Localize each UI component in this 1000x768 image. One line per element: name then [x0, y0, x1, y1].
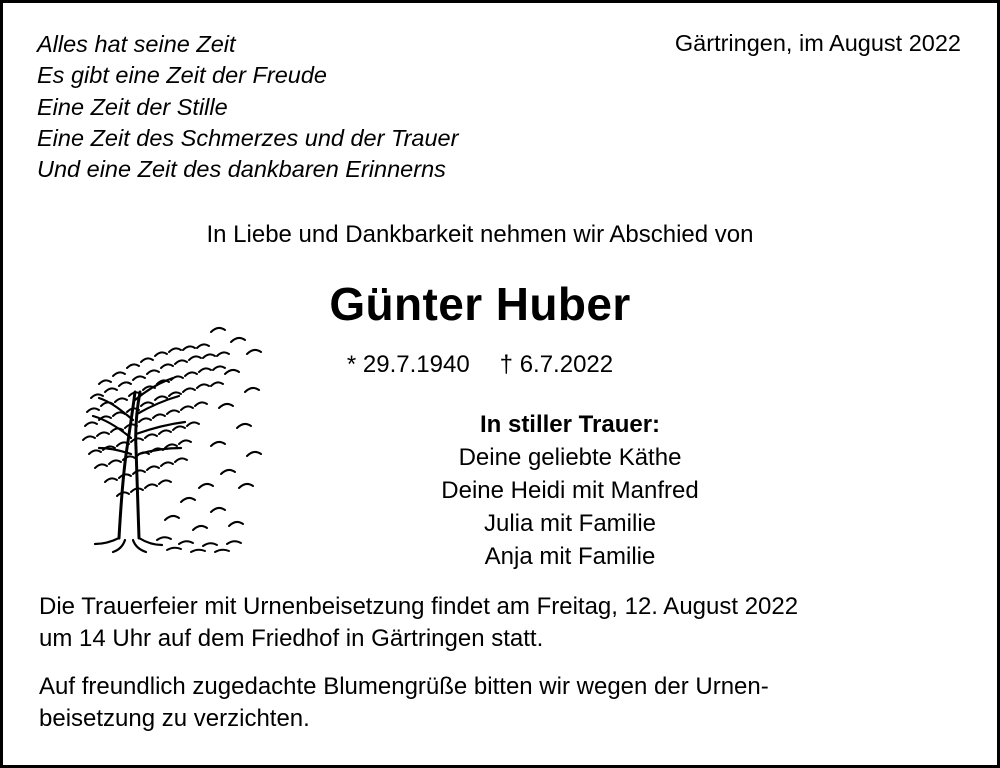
deceased-name: Günter Huber	[329, 278, 631, 331]
flowers-line: beisetzung zu verzichten.	[39, 705, 310, 733]
service-details	[39, 591, 967, 735]
poem-line: Es gibt eine Zeit der Freude	[37, 62, 327, 89]
mourner-name: Deine Heidi mit Manfred	[441, 477, 699, 504]
poem-line: Eine Zeit des Schmerzes und der Trauer	[37, 124, 459, 151]
service-paragraph	[39, 591, 967, 654]
header-row	[37, 29, 963, 185]
poem-line: Und eine Zeit des dankbaren Erinnerns	[37, 156, 446, 182]
service-line: um 14 Uhr auf dem Friedhof in Gärtringen statt.	[39, 624, 544, 652]
death-date: † 6.7.2022	[499, 351, 614, 379]
poem-block	[37, 29, 458, 185]
intro-text: In Liebe und Dankbarkeit nehmen wir Abschied von	[206, 221, 754, 249]
place-and-date: Gärtringen, im August 2022	[674, 30, 961, 56]
birth-date: * 29.7.1940	[346, 351, 470, 379]
flowers-paragraph	[39, 671, 967, 734]
poem-line: Alles hat seine Zeit	[37, 31, 236, 57]
poem-line: Eine Zeit der Stille	[37, 93, 228, 120]
mourner-name: Julia mit Familie	[483, 509, 657, 537]
flowers-line: Auf freundlich zugedachte Blumengrüße bitten wir wegen der Urnen-	[39, 673, 769, 701]
tree-with-falling-leaves-icon	[61, 288, 301, 573]
mourner-name: Deine geliebte Käthe	[458, 444, 682, 472]
service-line: Die Trauerfeier mit Urnenbeisetzung findet am Freitag, 12. August 2022	[39, 593, 799, 620]
mourner-name: Anja mit Familie	[484, 542, 656, 570]
mourning-title: In stiller Trauer:	[479, 411, 661, 439]
